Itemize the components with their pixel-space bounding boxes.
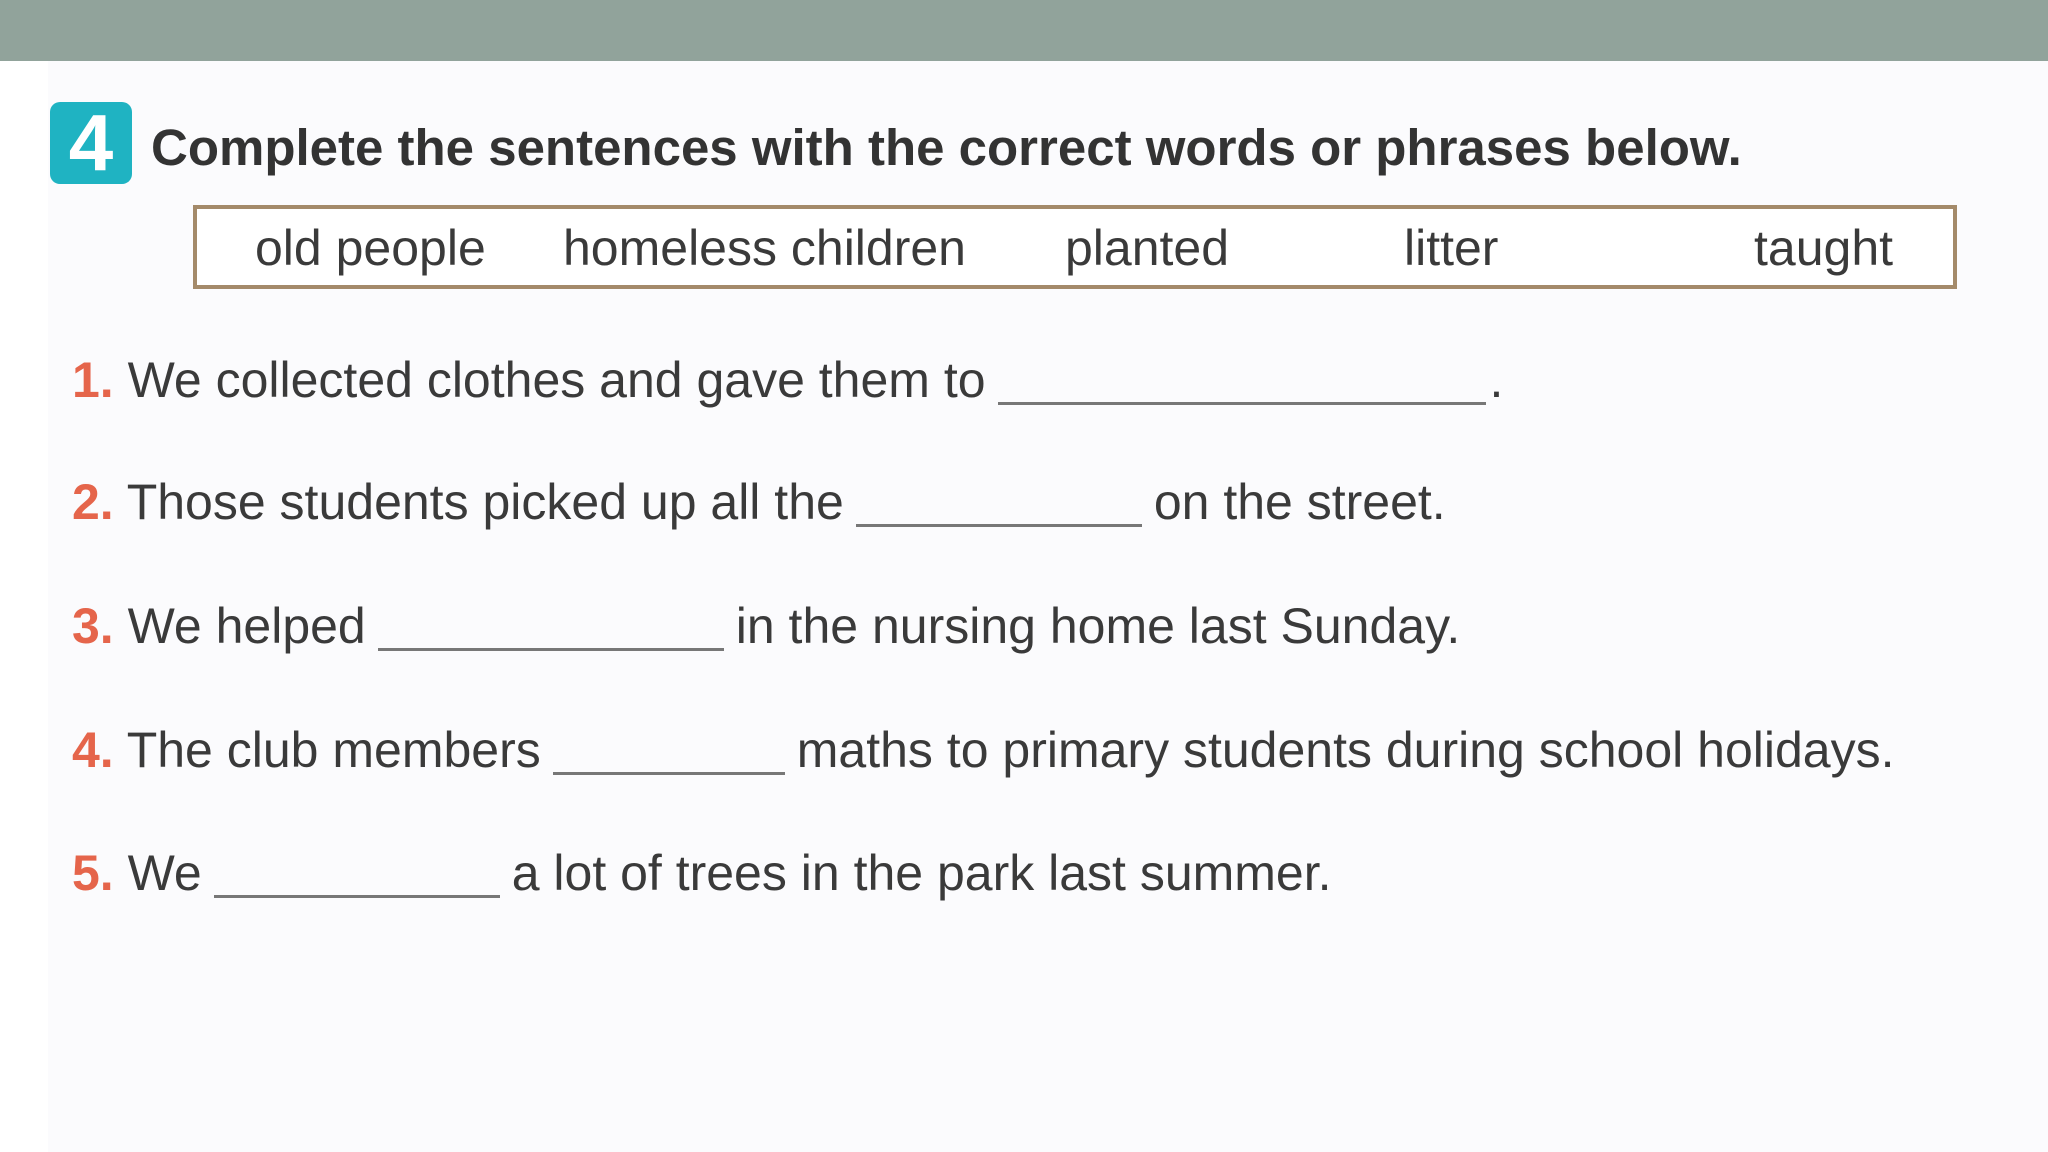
answer-blank[interactable]	[553, 728, 785, 775]
sentence-text-after: maths to primary students during school holidays.	[796, 722, 1895, 778]
sentence-text-before: The club members	[126, 722, 541, 778]
word-bank-item: litter	[1404, 220, 1499, 276]
sentence-3	[72, 594, 1460, 658]
word-bank-item: planted	[1065, 220, 1230, 276]
sentence-text-after: .	[1489, 352, 1504, 408]
word-bank-item: old people	[255, 220, 486, 276]
answer-blank[interactable]	[214, 851, 500, 898]
sentence-number: 4.	[72, 722, 114, 778]
exercise-instruction: Complete the sentences with the correct words or phrases below.	[151, 119, 1742, 176]
sentence-5	[72, 841, 1332, 905]
sentence-text-before: Those students picked up all the	[126, 474, 844, 530]
sentence-number: 1.	[72, 352, 114, 408]
sentence-text-after: in the nursing home last Sunday.	[735, 598, 1461, 654]
sentence-text-before: We helped	[127, 598, 366, 654]
answer-blank[interactable]	[856, 480, 1142, 527]
exercise-number-badge: 4	[50, 102, 132, 184]
sentence-text-after: a lot of trees in the park last summer.	[511, 845, 1332, 901]
word-bank-item: taught	[1754, 220, 1894, 276]
sentence-1	[72, 348, 1503, 412]
top-bar	[0, 0, 2048, 61]
answer-blank[interactable]	[998, 358, 1486, 405]
sentence-number: 5.	[72, 845, 114, 901]
sentence-number: 2.	[72, 474, 114, 530]
sentence-text-before: We	[127, 845, 202, 901]
word-bank-item: homeless children	[563, 220, 966, 276]
sentence-2	[72, 470, 1446, 534]
word-bank-box	[193, 205, 1957, 289]
sentence-text-after: on the street.	[1153, 474, 1446, 530]
sentence-number: 3.	[72, 598, 114, 654]
sentence-text-before: We collected clothes and gave them to	[127, 352, 986, 408]
sentence-4	[72, 718, 1895, 782]
answer-blank[interactable]	[378, 604, 724, 651]
